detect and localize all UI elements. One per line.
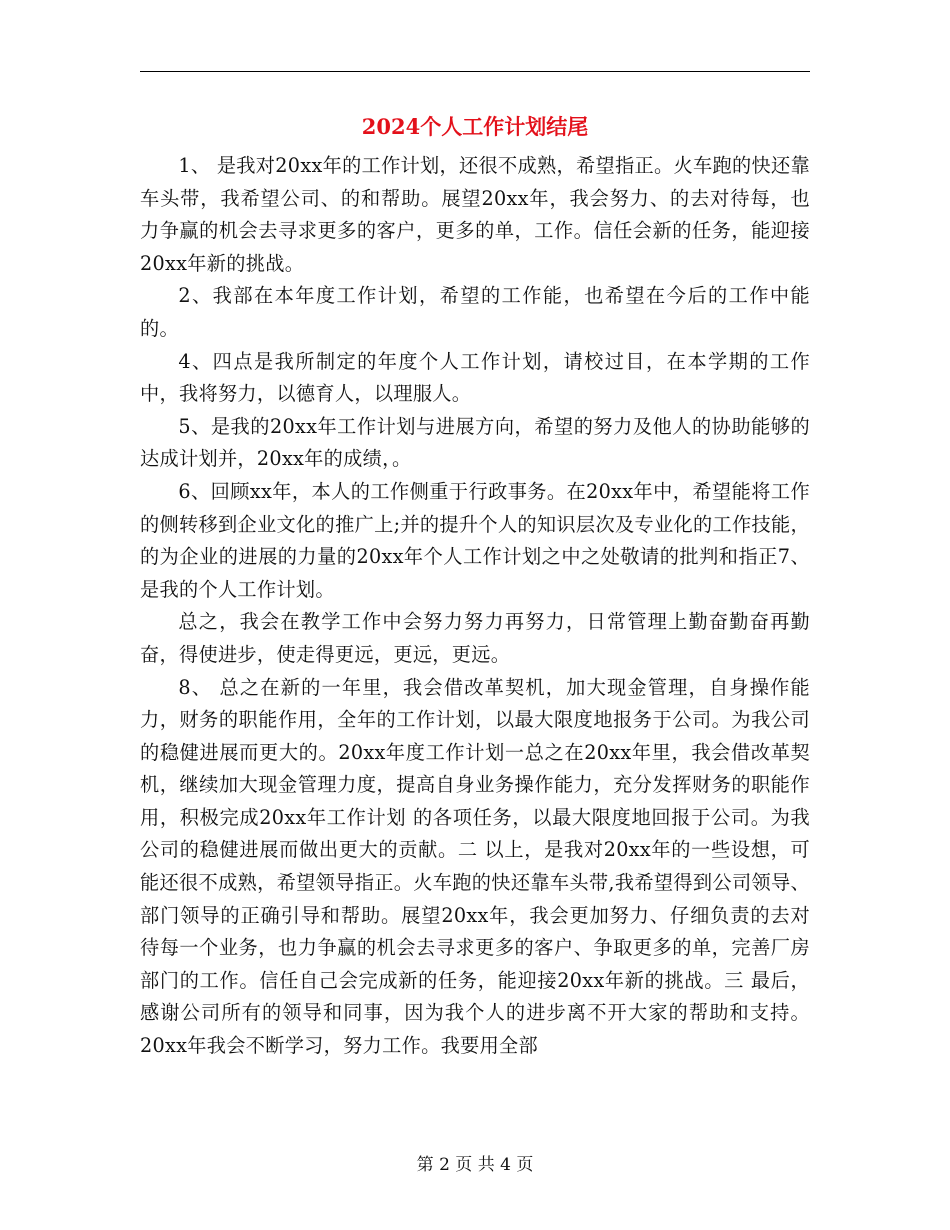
paragraph-8: 8、 总之在新的一年里，我会借改革契机，加大现金管理，自身操作能力，财务的职能作用，全年的工作计划，以最大限度地报务于公司。为我公司的稳健进展而更大的。20xx年度工作计划一总之在20xx年里，我会借改革契机，继续加大现金管理力度，提高自身业务操作能力，充分发挥财务的职能作用，积极完成20xx年工作计划 的各项任务，以最大限度地回报于公司。为我公司的稳健进展而做出更大的贡献。二 以上，是我对20xx年的一些设想，可能还很不成熟，希望领导指正。火车跑的快还靠车头带,我希望得到公司领导、部门领导的正确引导和帮助。展望20xx年，我会更加努力、仔细负责的去对待每一个业务，也力争赢的机会去寻求更多的客户、争取更多的单，完善厂房部门的工作。信任自己会完成新的任务，能迎接20xx年新的挑战。三 最后，感谢公司所有的领导和同事，因为我个人的进步离不开大家的帮助和支持。20xx年我会不断学习，努力工作。我要用全部 [140, 675, 810, 1058]
document-title: 2024个人工作计划结尾 [361, 114, 589, 139]
page-number-footer: 第 2 页 共 4 页 [416, 1155, 534, 1175]
header-rule [140, 71, 810, 72]
document-body [140, 150, 810, 1063]
paragraph-5: 5、是我的20xx年工作计划与进展方向，希望的努力及他人的协助能够的达成计划并，20xx年的成绩，。 [140, 414, 810, 471]
paragraph-summary: 总之，我会在教学工作中会努力努力再努力，日常管理上勤奋勤奋再勤奋，得使进步，使走得更远，更远，更远。 [140, 610, 810, 666]
paragraph-2: 2、我部在本年度工作计划，希望的工作能，也希望在今后的工作中能的。 [140, 284, 810, 340]
paragraph-1: 1、 是我对20xx年的工作计划，还很不成熟，希望指正。火车跑的快还靠车头带，我希望公司、的和帮助。展望20xx年，我会努力、的去对待每，也力争赢的机会去寻求更多的客户，更多的单，工作。信任会新的任务，能迎接20xx年新的挑战。 [140, 154, 810, 275]
paragraph-4: 4、四点是我所制定的年度个人工作计划，请校过目，在本学期的工作中，我将努力，以德育人，以理服人。 [140, 349, 810, 406]
paragraph-6: 6、回顾xx年，本人的工作侧重于行政事务。在20xx年中，希望能将工作的侧转移到企业文化的推广上;并的提升个人的知识层次及专业化的工作技能，的为企业的进展的力量的20xx年个人工作计划之中之处敬请的批判和指正7、 是我的个人工作计划。 [140, 479, 810, 601]
